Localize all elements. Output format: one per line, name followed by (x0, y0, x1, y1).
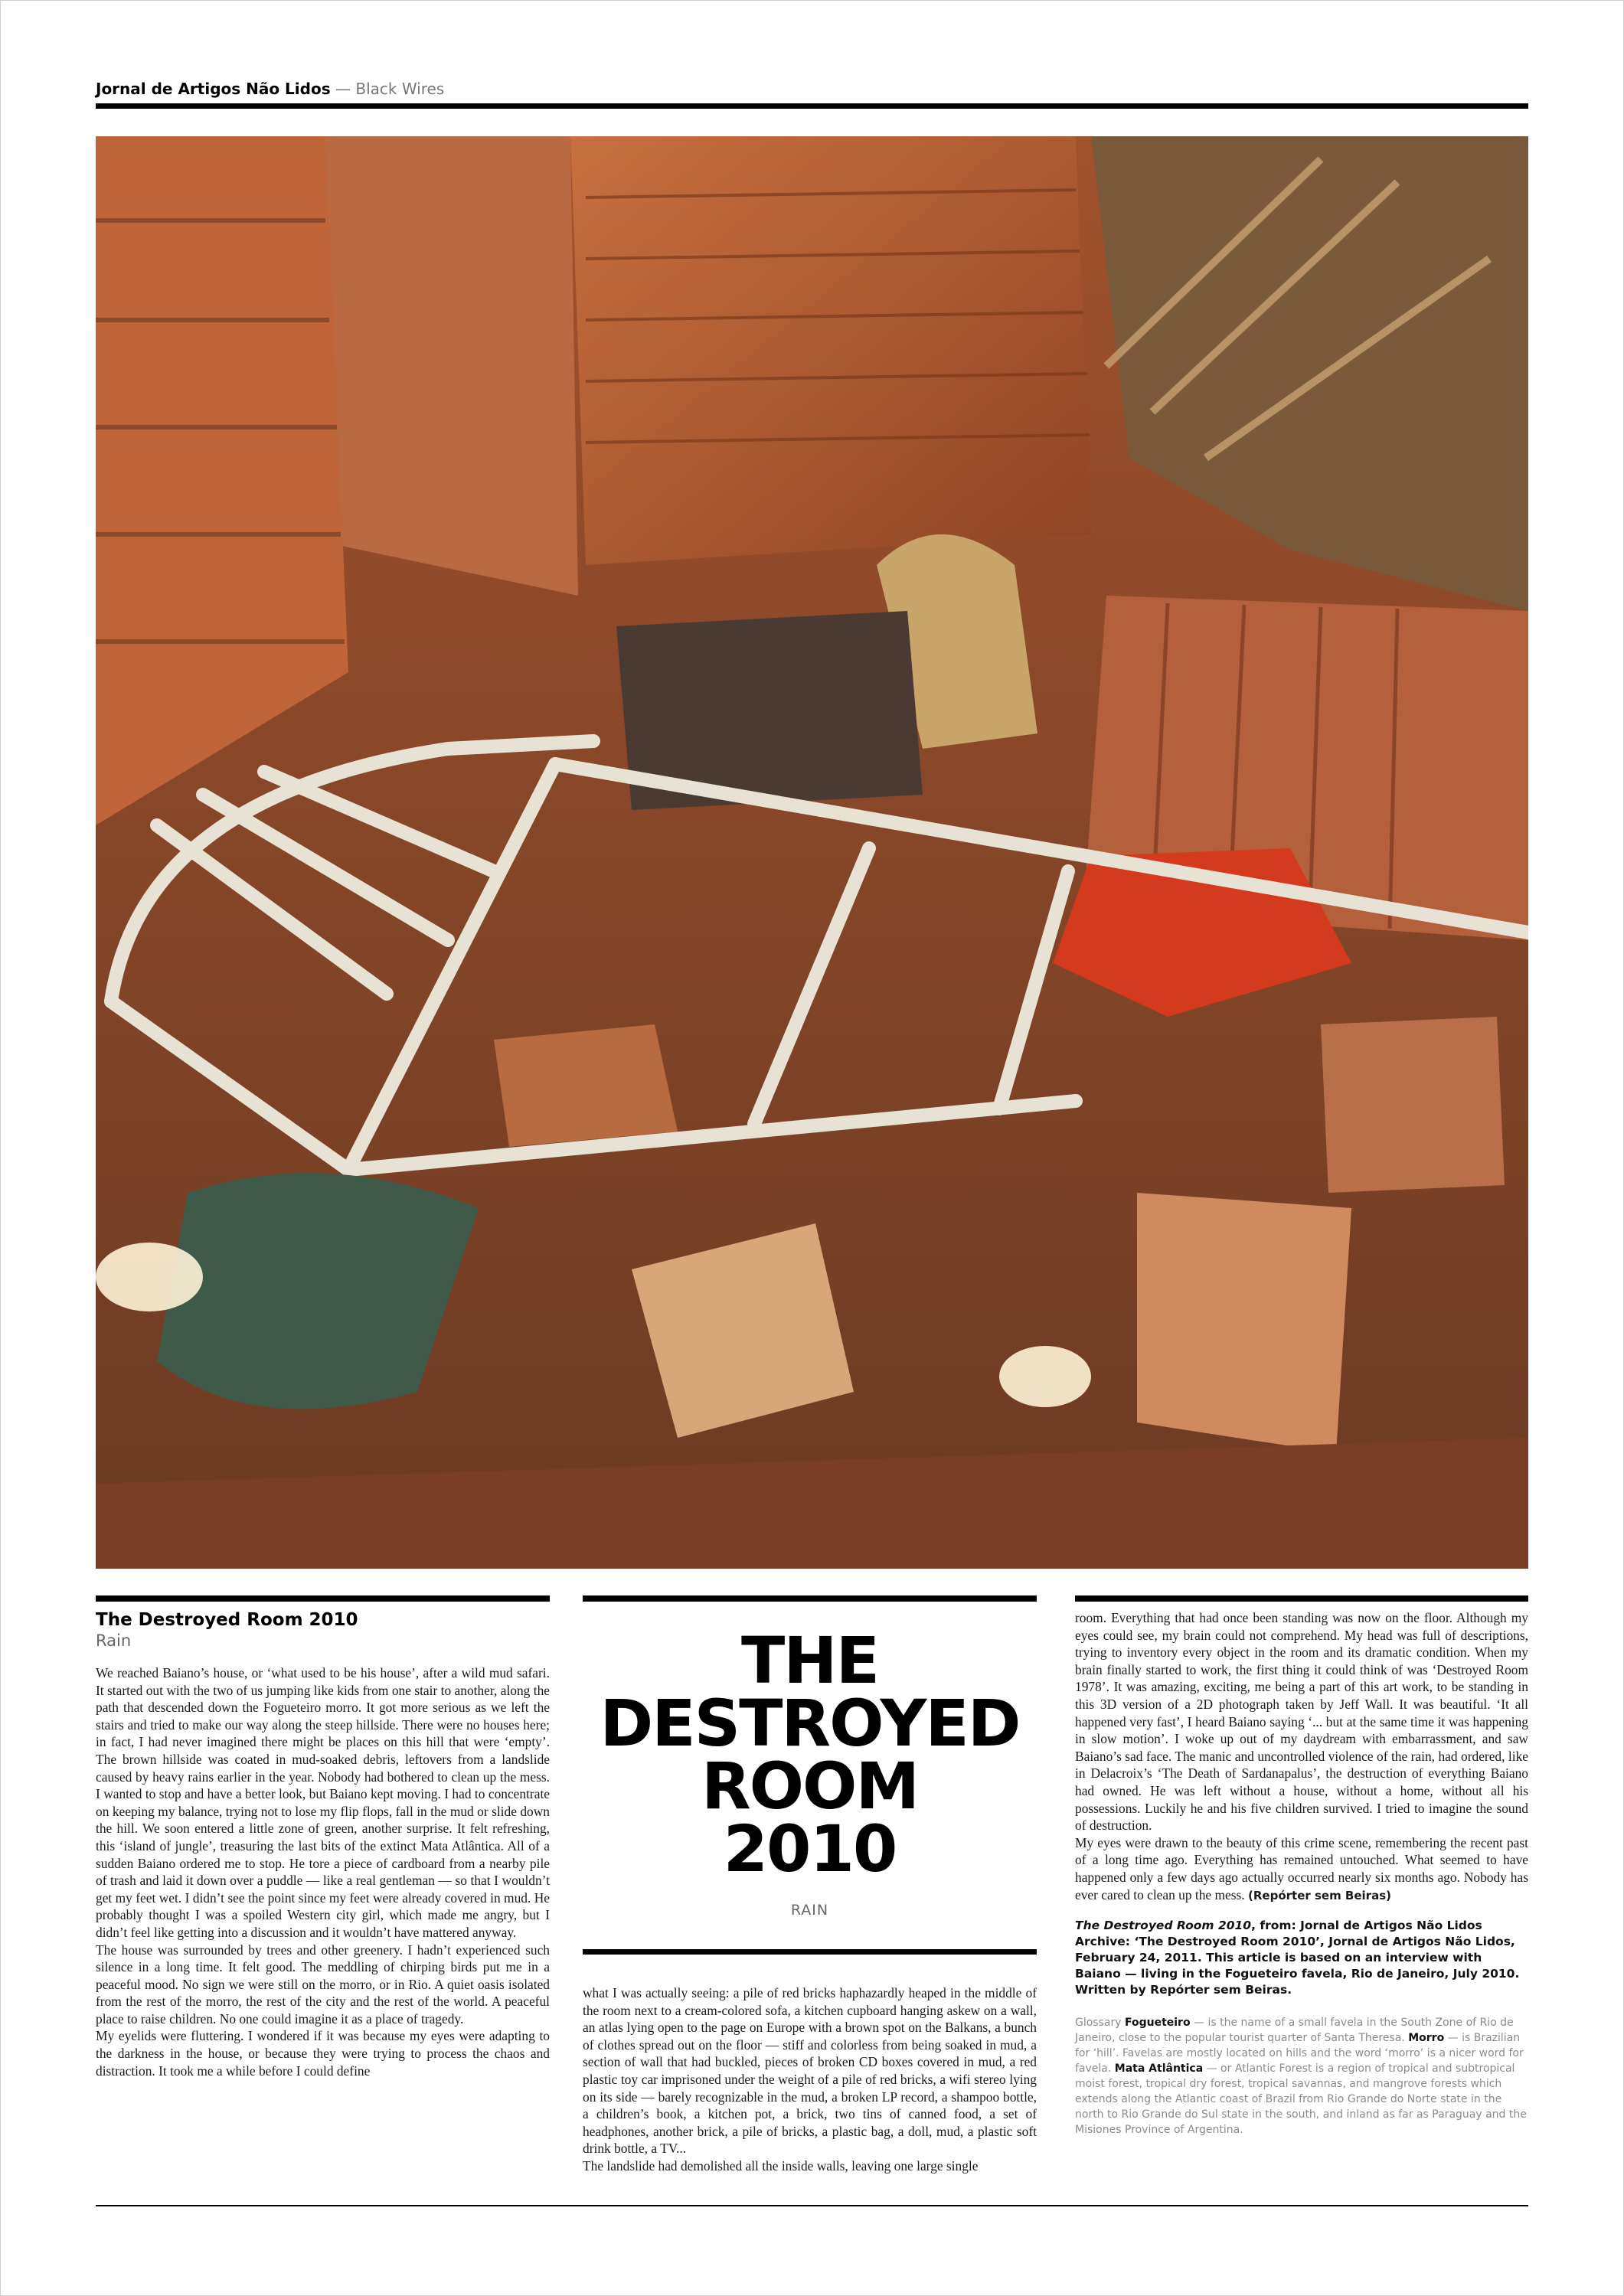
col3-paragraph-1: room. Everything that had once been standing was now on the floor. Although my eyes could see, my brain could not comprehend. My head was full of descriptions, trying to inventory every object in the room and its dramatic condition. When my brain finally started to work, the first thing it could think of was ‘Destroyed Room 1978’. It was amazing, exciting, me being a part of this art work, to be standing in this 3D version of a 2D photograph taken by Jeff Wall. It was beautiful. ‘It all happened very fast’, I heard Baiano saying ‘... but at the same time it was happening in slow motion’. I woke up out of my daydream with embarrassment, and saw Baiano’s sad face. The manic and uncontrolled violence of the rain, had ordered, like in Delacroix’s ‘The Death of Sardanapalus’, the destruction of everything Baiano had owned. He was left without a house, without a home, without all his possessions. Luckily he and his five children survived. I tried to imagine the sound of destruction. (1075, 1610, 1528, 1834)
article-subtitle: Rain (96, 1631, 132, 1650)
headline (583, 1623, 1037, 1886)
column-1-text (96, 1664, 550, 2079)
headline-deck: RAIN (790, 1902, 829, 1919)
glossary-label: Glossary (1075, 2017, 1122, 2030)
running-header (96, 80, 1528, 98)
article-title: The Destroyed Room 2010 (96, 1610, 358, 1630)
section-name: Black Wires (355, 80, 445, 98)
column-rule-1 (96, 1595, 550, 1602)
col1-paragraph-1: We reached Baiano’s house, or ‘what used to be his house’, after a wild mud safari. It started out with the two of us jumping like kids from one stair to another, along the path that descended down the Fogueteiro morro. It got more serious as we left the stairs and tried to make our way along the steep hillside. There were no houses here; in fact, I had never imagined there might be places on this hill that were ‘empty’. The brown hillside was coated in mud-soaked debris, leftovers from a landslide caused by heavy rains earlier in the year. Nobody had bothered to clean up the mess. I wanted to stop and have a better look, but Baiano kept moving. I had to concentrate on keeping my balance, trying not to lose my flip flops, fall in the mud or slide down the hill. We soon entered a little zone of green, another surprise. It felt refreshing, this ‘island of jungle’, treasuring the last bits of the extinct Mata Atlântica. All of a sudden Baiano ordered me to stop. He tore a piece of cardboard from a nearby pile of trash and laid it down over a puddle — like a real gentleman — so that I wouldn’t get my feet wet. I didn’t see the point since my feet were already covered in mud. He probably thought I was a spoiled Western city girl, which made me angry, but I didn’t feel like getting into a discussion and it wouldn’t have mattered anyway. (96, 1665, 550, 1940)
header-rule (96, 103, 1528, 109)
glossary-def-morro: — is Brazilian for ‘hill’. Favelas are mostly located on hills and the word ‘morro’ is a nicer word for favela. (1075, 2032, 1524, 2076)
journal-name: Jornal de Artigos Não Lidos (96, 80, 331, 98)
glossary (1075, 2015, 1528, 2138)
col1-paragraph-2: The house was surrounded by trees and other greenery. I hadn’t experienced such silence in a long time. It felt good. The meddling of chirping birds put me in a peaceful mood. No sign we were still on the morro, or in Rio. A quiet oasis isolated from the rest of the morro, the rest of the city and the rest of the world. A peaceful place to raise children. No one could imagine it as a place of tragedy. (96, 1942, 550, 2027)
col3-paragraph-2-text: My eyes were drawn to the beauty of this crime scene, remembering the recent past of a long time ago. Everything has remained untouched. What seemed to have happened only a few days ago actually occurred nearly six months ago. Nobody has ever cared to clean up the mess. (1075, 1834, 1528, 1902)
glossary-term-mata-atlantica: Mata Atlântica (1114, 2062, 1204, 2076)
col1-paragraph-3: My eyelids were fluttering. I wondered if it was because my eyes were adapting to the darkness in the house, or because they were trying to process the chaos and distraction. It took me a while before I could define (96, 2028, 550, 2079)
glossary-term-fogueteiro: Fogueteiro (1124, 2017, 1191, 2030)
column-2-text (583, 1984, 1037, 2175)
credit-title: The Destroyed Room 2010 (1075, 1919, 1252, 1933)
column-rule-2 (583, 1595, 1037, 1602)
headline-line-3: ROOM (701, 1749, 919, 1824)
glossary-def-fogueteiro: — is the name of a small favela in the South Zone of Rio de Janeiro, close to the popular tourist quarter of Santa Theresa. (1075, 2017, 1514, 2045)
article-heading (96, 1609, 550, 1651)
credit-block (1075, 1918, 1528, 1998)
headline-line-1: THE (741, 1623, 878, 1698)
column-3-text (1075, 1609, 1528, 2138)
photo-illustration (96, 136, 1528, 1569)
headline-line-4: 2010 (723, 1811, 897, 1886)
col3-paragraph-2 (1075, 1834, 1528, 1904)
col2-paragraph-1: what I was actually seeing: a pile of red bricks haphazardly heaped in the middle of the room next to a cream-colored sofa, a kitchen cupboard hanging askew on a wall, an atlas lying open to the page on Europe with a brown spot on the Balkans, a bunch of clothes spread out on the floor — stiff and colorless from being soaked in mud, a section of wall that had buckled, pieces of broken CD boxes covered in mud, a red plastic toy car imprisoned under the weight of a pile of red bricks, a wifi stereo lying on its side — barely recognizable in the mud, a broken LP record, a shampoo bottle, a children’s book, a kitchen pot, a brick, two tins of canned food, a set of headphones, another brick, a pile of bricks, a plastic bag, a doll, mud, a plastic soft drink bottle, a TV... (583, 1985, 1037, 2157)
column-rule-3 (1075, 1595, 1528, 1602)
column-2-inner-rule (583, 1949, 1037, 1955)
bottom-rule (96, 2205, 1528, 2206)
glossary-def-mata-atlantica: — or Atlantic Forest is a region of tropical and subtropical moist forest, tropical dry forest, tropical savannas, and mangrove forests which extends along the Atlantic coast of Brazil from Rio Grande do Norte state in the north to Rio Grande do Sul state in the south, and inland as far as Paraguay and the Misiones Province of Argentina. (1075, 2062, 1527, 2137)
glossary-term-morro: Morro (1408, 2032, 1445, 2045)
header-separator: — (330, 80, 356, 98)
credit-text: , from: Jornal de Artigos Não Lidos Archive: ‘The Destroyed Room 2010’, Jornal de Artigos Não Lidos, February 24, 2011. This article is based on an interview with Baiano — living in the Fogueteiro favela, Rio de Janeiro, July 2010. Written by Repórter sem Beiras. (1075, 1919, 1520, 1997)
col2-paragraph-2: The landslide had demolished all the inside walls, leaving one large single (583, 2157, 979, 2174)
photo-destroyed-room (96, 136, 1528, 1569)
headline-line-2: DESTROYED (600, 1686, 1020, 1761)
author-signature: (Repórter sem Beiras) (1248, 1888, 1391, 1902)
